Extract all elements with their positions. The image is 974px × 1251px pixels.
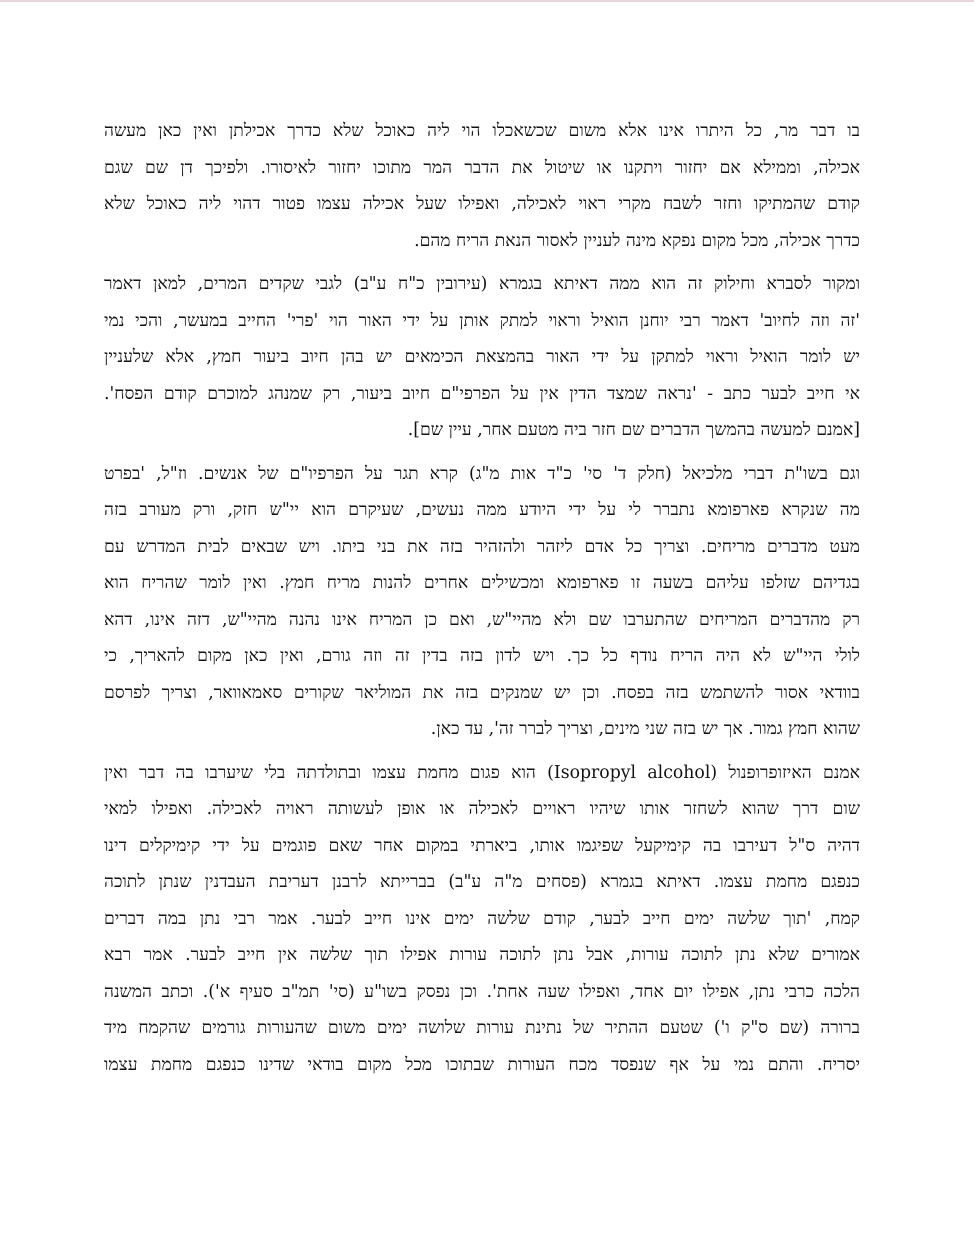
- text-line: אכילה, וממילא אם יחזור ויתקנו או שיטול את הדבר המר מתוכו יחזור לאיסורו. ולפיכך דן שם שגם: [104, 157, 860, 178]
- text-line: קמח, 'תוך שלשה ימים חייב לבער, קודם שלשה ימים אינו חייב לבער. אמר רבי נתן במה דברים: [104, 908, 860, 929]
- text-line: שום דרך שהוא לשחזר אותו שיהיו ראויים לאכילה או אופן לעשותה ראויה לאכילה. ואפילו למאי: [104, 799, 860, 819]
- text-line: 'זה וזה לחיוב' דאמר רבי יוחנן הואיל וראוי למתק אותן על ידי האור הוי 'פרי' החייב במעשר, והכי נמי: [104, 310, 860, 331]
- page-top-edge: [0, 0, 974, 2]
- text-line: רק מהדברים המריחים שהתערבו שם ולא מהיי"ש, ואם כן המריח אינו נהנה מהיי"ש, דזה אינו, דהא: [104, 609, 860, 630]
- text-line: ומקור לסברא וחילוק זה הוא ממה דאיתא בגמרא (עירובין כ"ח ע"ב) לגבי שקדים המרים, למאן דאמר: [104, 274, 860, 294]
- text-line: בגדיהם שזלפו עליהם בשעה זו פארפומא ומכשילים אחרים להנות מריח חמץ. ואין לומר שהריח הוא: [104, 573, 860, 593]
- text-line: כנפגם מחמת עצמו. דאיתא בגמרא (פסחים מ"ה ע"ב) בברייתא לרבנן דעריבת העבדנין שנתן לתוכה: [104, 872, 860, 892]
- text-line: מה שנקרא פארפומא נתברר לי על ידי היודע ממה נעשים, שעיקרם הוא יי"ש חזק, ורק מעורב בזה: [104, 500, 860, 520]
- text-line: אמורים שלא נתן לתוכה עורות, אבל נתן לתוכה עורות אפילו תוך שלשה אין חייב לבער. אמר רבא: [104, 945, 860, 965]
- text-line: מעט מדברים מריחים. וצריך כל אדם ליזהר ולהזהיר בזה את בני ביתו. ויש שבאים לבית המדרש עם: [104, 536, 860, 557]
- paragraph-4: [104, 755, 860, 1084]
- text-line: שהוא חמץ גמור. אך יש בזה שני מינים, וצריך לברר זה', עד כאן.: [430, 719, 860, 739]
- text-line: יש לומר הואיל וראוי למתקן על ידי האור בהמצאת הכימאים יש בהן חיוב ביעור חמץ, אלא שלעניין: [104, 347, 860, 367]
- text-line: ברורה (שם ס"ק ו') שטעם ההתיר של נתינת עורות שלושה ימים משום שהעורות גורמים שהקמח מיד: [104, 1018, 860, 1038]
- text-line: הלכה כרבי נתן, אפילו יום אחד, ואפילו שעה אחת'. וכן נפסק בשו"ע (סי' תמ"ב סעיף א'). וכתב המשנה: [104, 981, 860, 1002]
- text-line: כדרך אכילה, מכל מקום נפקא מינה לעניין לאסור הנאת הריח מהם.: [414, 230, 860, 251]
- paragraph-3: [104, 456, 860, 748]
- paragraph-2: [104, 266, 860, 449]
- text-line: דהיה ס"ל דעירבו בה קימיקעל שפיגמו אותו, ביארתי במקום אחר שאם פוגמים על ידי קימיקלים דינו: [104, 835, 860, 856]
- text-line: לולי היי"ש לא היה הריח נודף כל כך. ויש לדון בזה בדין זה וזה גורם, ואין כאן מקום להאריך, כי: [104, 646, 860, 666]
- text-line: בו דבר מר, כל היתרו אינו אלא משום שכשאכלו הוי ליה כאוכל שלא כדרך אכילתן ואין כאן מעשה: [104, 121, 860, 141]
- text-line: בוודאי אסור להשתמש בזה בפסח. וכן יש שמנקים בזה את המוליאר שקורים סאמאוואר, וצריך לפרסם: [104, 682, 860, 703]
- text-line: קודם שהמתיקו וחזר לשבח מקרי ראוי לאכילה, ואפילו שעל אכילה עצמו פטור דהוי ליה כאוכל שלא: [104, 194, 860, 214]
- paragraph-1: [104, 113, 860, 259]
- text-line: אי חייב לבער כתב - 'נראה שמצד הדין אין על הפרפי"ם חיוב ביעור, רק שמנהג למוכרם קודם הפסח'.: [104, 383, 860, 404]
- text-line: אמנם האיזופרופנול (Isopropyl alcohol) הוא פגום מחמת עצמו ובתולדתה בלי שיערבו בה דבר ואין: [104, 762, 860, 783]
- text-line: יסריח. והתם נמי על אף שנפסד מכח העורות שבתוכו מכל מקום בודאי שדינו כנפגם מחמת עצמו: [104, 1054, 860, 1075]
- text-line: וגם בשו"ת דברי מלכיאל (חלק ד' סי' כ"ד אות מ"ג) קרא תגר על הפרפיו"ם של אנשים. וז"ל, 'בפרט: [104, 463, 860, 484]
- document-body: [104, 113, 860, 1090]
- text-line: [אמנם למעשה בהמשך הדברים שם חזר ביה מטעם אחר, עיין שם].: [407, 420, 860, 440]
